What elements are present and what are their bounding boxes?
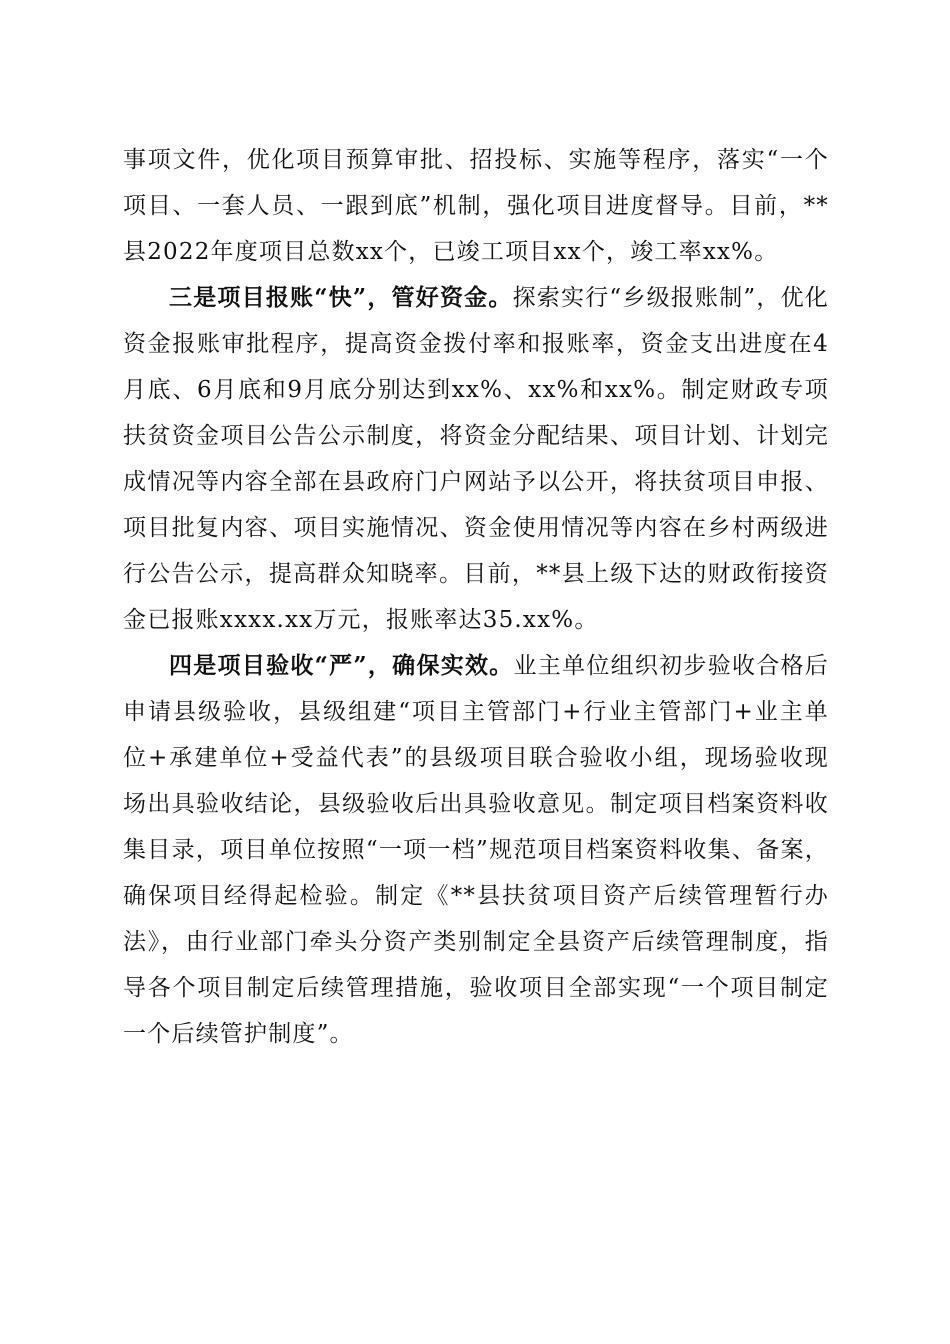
- paragraph-2-text: 探索实行“乡级报账制”，优化资金报账审批程序，提高资金拨付率和报账率，资金支出进度在4月底、6月底和9月底分别达到xx%、xx%和xx%。制定财政专项扶贫资金项目公告公示制度，将资金分配结果、项目计划、计划完成情况等内容全部在县政府门户网站予以公开，将扶贫项目申报、项目批复内容、项目实施情况、资金使用情况等内容在乡村两级进行公告公示，提高群众知晓率。目前，**县上级下达的财政衔接资金已报账xxxx.xx万元，报账率达35.xx%。: [123, 285, 829, 633]
- paragraph-2: [123, 275, 829, 643]
- paragraph-1-text: 事项文件，优化项目预算审批、招投标、实施等程序，落实“一个项目、一套人员、一跟到底”机制，强化项目进度督导。目前，**县2022年度项目总数xx个，已竣工项目xx个，竣工率xx%。: [123, 147, 829, 265]
- document-body: [123, 137, 829, 1057]
- paragraph-3: [123, 643, 829, 1057]
- paragraph-3-lead: 四是项目验收“严”，确保实效。: [169, 652, 514, 679]
- paragraph-1: [123, 137, 829, 275]
- paragraph-3-text: 业主单位组织初步验收合格后申请县级验收，县级组建“项目主管部门+行业主管部门+业主单位+承建单位+受益代表”的县级项目联合验收小组，现场验收现场出具验收结论，县级验收后出具验收意见。制定项目档案资料收集目录，项目单位按照“一项一档”规范项目档案资料收集、备案，确保项目经得起检验。制定《**县扶贫项目资产后续管理暂行办法》，由行业部门牵头分资产类别制定全县资产后续管理制度，指导各个项目制定后续管理措施，验收项目全部实现“一个项目制定一个后续管护制度”。: [123, 653, 829, 1047]
- paragraph-2-lead: 三是项目报账“快”，管好资金。: [169, 284, 513, 311]
